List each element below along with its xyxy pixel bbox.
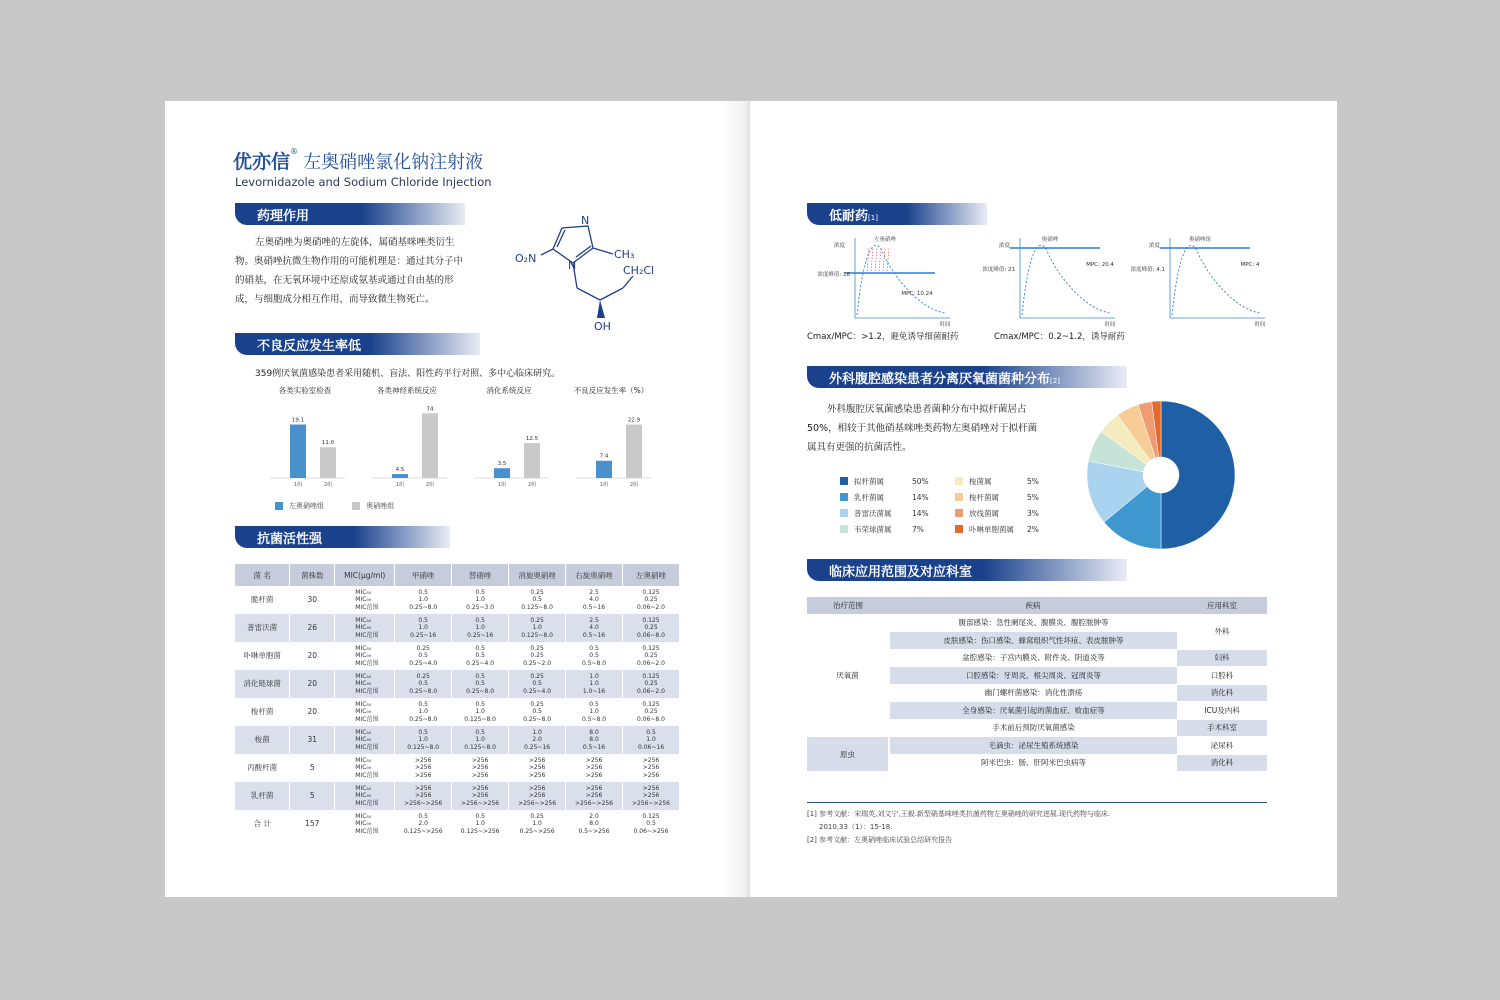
mic-value-cell: 0.5 1.0 0.25~16 bbox=[395, 614, 452, 642]
table-row bbox=[235, 754, 680, 782]
disease-cell: 毛滴虫：泌尿生殖系统感染 bbox=[889, 737, 1177, 755]
mic-label-cell: MIC₅₀ MIC₉₀ MIC范围 bbox=[335, 586, 395, 614]
mic-value-cell: 0.125 0.25 0.06~2.0 bbox=[623, 586, 680, 614]
disease-cell: 全身感染：厌氧菌引起的菌血症、败血症等 bbox=[889, 702, 1177, 720]
col-header: 应用科室 bbox=[1177, 597, 1267, 614]
atom-n-ring: N bbox=[568, 259, 577, 272]
mic-value-cell: >256 >256 >256 bbox=[395, 754, 452, 782]
legend-percent: 14% bbox=[912, 508, 929, 518]
pie-legend bbox=[840, 473, 1070, 537]
mic-label-cell: MIC₅₀ MIC₉₀ MIC范围 bbox=[335, 642, 395, 670]
text-line: 左奥硝唑为奥硝唑的左旋体，属硝基咪唑类衍生 bbox=[255, 237, 455, 248]
legend-swatch bbox=[955, 477, 963, 485]
pie-legend-item bbox=[955, 505, 1070, 521]
mic-label-cell: MIC₅₀ MIC₉₀ MIC范围 bbox=[335, 614, 395, 642]
table-header-row bbox=[235, 564, 680, 586]
mic-value-cell: 0.125 0.5 0.06~>256 bbox=[623, 810, 680, 838]
bar-legend bbox=[275, 501, 394, 511]
pk-title: 奥硝唑 bbox=[1041, 237, 1059, 243]
table-row bbox=[235, 726, 680, 754]
pk-y-label: 浓度 bbox=[1148, 243, 1160, 249]
text-line: 外科腹腔厌氧菌感染患者菌种分布中拟杆菌居占 bbox=[827, 404, 1027, 415]
mic-value-cell: 0.25 0.5 0.25~4.0 bbox=[509, 670, 566, 698]
organism-cell: 合 计 bbox=[235, 810, 290, 838]
bar-category-label: 2组 bbox=[323, 482, 333, 488]
mic-label-cell: MIC₅₀ MIC₉₀ MIC范围 bbox=[335, 726, 395, 754]
col-header: 替硝唑 bbox=[452, 564, 509, 586]
bar-value-label: 11.0 bbox=[321, 440, 335, 447]
pk-mpc-label: MPC: 20.4 bbox=[1086, 262, 1114, 268]
mic-value-cell: 2.0 8.0 0.5~>256 bbox=[566, 810, 623, 838]
reference-line: 2010,33（1）：15-18. bbox=[819, 823, 893, 831]
section-heading-antibacterial bbox=[235, 526, 450, 548]
mic-value-cell: >256 >256 >256~>256 bbox=[623, 782, 680, 810]
count-cell: 20 bbox=[290, 670, 335, 698]
right-page bbox=[750, 101, 1337, 897]
legend-swatch-right bbox=[352, 502, 360, 510]
group-cell: 原虫 bbox=[807, 737, 889, 772]
brand-title bbox=[233, 147, 483, 174]
bar bbox=[320, 447, 336, 478]
bar-category-label: 1组 bbox=[599, 482, 609, 488]
count-cell: 31 bbox=[290, 726, 335, 754]
legend-swatch bbox=[840, 525, 848, 533]
mic-value-cell: >256 >256 >256~>256 bbox=[509, 782, 566, 810]
legend-percent: 5% bbox=[1027, 492, 1039, 502]
organism-cell: 丙酸杆菌 bbox=[235, 754, 290, 782]
pk-mpc-label: MPC: 10.24 bbox=[901, 291, 933, 297]
mic-table bbox=[235, 564, 680, 838]
pk-cmax-label: 浓度峰值: 21 bbox=[982, 267, 1015, 273]
disease-cell: 盆腔感染：子宫内膜炎、附件炎、阴道炎等 bbox=[889, 649, 1177, 667]
pie-chart bbox=[1085, 399, 1237, 551]
legend-swatch bbox=[955, 525, 963, 533]
mic-value-cell: 0.5 1.0 0.5~8.0 bbox=[566, 698, 623, 726]
organism-cell: 梭杆菌 bbox=[235, 698, 290, 726]
atom-n-top: N bbox=[581, 214, 590, 227]
bar-chart-title: 不良反应发生率（%） bbox=[573, 386, 649, 395]
bar bbox=[596, 461, 612, 478]
mic-value-cell: 0.25 1.0 0.25~>256 bbox=[509, 810, 566, 838]
mic-value-cell: 2.5 4.0 0.5~16 bbox=[566, 586, 623, 614]
pk-cmax-label: 浓度峰值: 4.1 bbox=[1130, 267, 1165, 273]
dept-cell: 手术科室 bbox=[1177, 719, 1267, 737]
table-row bbox=[235, 810, 680, 838]
legend-swatch bbox=[955, 493, 963, 501]
col-header: 右旋奥硝唑 bbox=[566, 564, 623, 586]
disease-cell: 皮肤感染：伤口感染、蜂窝组织气性坏疽、表皮脓肿等 bbox=[889, 632, 1177, 650]
excess-hatch bbox=[871, 248, 873, 271]
adverse-intro: 359例厌氧菌感染患者采用随机、盲法、阳性药平行对照、多中心临床研究。 bbox=[255, 369, 561, 379]
table-row bbox=[235, 698, 680, 726]
mic-label-cell: MIC₅₀ MIC₉₀ MIC范围 bbox=[335, 754, 395, 782]
legend-label: 韦荣球菌属 bbox=[854, 524, 892, 534]
pie-legend-item bbox=[955, 489, 1070, 505]
legend-label: 左奥硝唑组 bbox=[289, 502, 324, 510]
legend-label: 乳杆菌属 bbox=[854, 492, 884, 502]
mic-value-cell: 8.0 8.0 0.5~16 bbox=[566, 726, 623, 754]
bar-value-label: 19.1 bbox=[291, 417, 305, 424]
mic-label-cell: MIC₅₀ MIC₉₀ MIC范围 bbox=[335, 782, 395, 810]
mic-value-cell: >256 >256 >256 bbox=[452, 754, 509, 782]
bar bbox=[422, 413, 438, 478]
pk-x-label: 时间 bbox=[1254, 322, 1266, 328]
dept-cell: 消化科 bbox=[1177, 754, 1267, 772]
bar-category-label: 2组 bbox=[629, 482, 639, 488]
mic-value-cell: >256 >256 >256~>256 bbox=[452, 782, 509, 810]
mic-value-cell: 0.5 1.0 0.25~3.0 bbox=[452, 586, 509, 614]
pie-slice bbox=[1161, 401, 1235, 549]
bar-chart-title: 消化系统反应 bbox=[486, 386, 532, 395]
section-heading-pharmacology bbox=[235, 203, 465, 225]
legend-swatch-left bbox=[275, 502, 283, 510]
mic-value-cell: 0.5 1.0 0.125~8.0 bbox=[395, 726, 452, 754]
organism-cell: 消化链球菌 bbox=[235, 670, 290, 698]
col-header: 菌株数 bbox=[290, 564, 335, 586]
dept-cell: 妇科 bbox=[1177, 649, 1267, 667]
table-row bbox=[235, 670, 680, 698]
bar bbox=[524, 443, 540, 478]
organism-cell: 梭菌 bbox=[235, 726, 290, 754]
pk-title: 左奥硝唑 bbox=[873, 237, 897, 243]
adverse-bar-charts bbox=[265, 383, 685, 498]
legend-label: 卟啉单胞菌属 bbox=[969, 524, 1014, 534]
bar-value-label: 3.5 bbox=[497, 461, 507, 468]
bar-value-label: 7.4 bbox=[599, 453, 609, 460]
pk-title: 奥硝唑组 bbox=[1188, 237, 1212, 243]
mic-label-cell: MIC₅₀ MIC₉₀ MIC范围 bbox=[335, 698, 395, 726]
mic-value-cell: 0.5 0.5 0.25~4.0 bbox=[452, 642, 509, 670]
col-header: 甲硝唑 bbox=[395, 564, 452, 586]
dept-cell: ICU及内科 bbox=[1177, 702, 1267, 720]
brand-name: 优亦信 bbox=[233, 151, 291, 173]
count-cell: 157 bbox=[290, 810, 335, 838]
legend-label: 普雷沃菌属 bbox=[854, 508, 892, 518]
table-row bbox=[235, 614, 680, 642]
table-row bbox=[235, 586, 680, 614]
product-title-cn: 左奥硝唑氯化钠注射液 bbox=[303, 152, 484, 173]
disease-cell: 手术前后预防厌氧菌感染 bbox=[889, 719, 1177, 737]
bar-value-label: 74 bbox=[426, 406, 434, 413]
count-cell: 30 bbox=[290, 586, 335, 614]
section-heading-text: 临床应用范围及对应科室 bbox=[829, 565, 973, 580]
mic-value-cell: >256 >256 >256~>256 bbox=[395, 782, 452, 810]
pk-mpc-label: MPC: 4 bbox=[1240, 262, 1260, 268]
col-header: 左奥硝唑 bbox=[623, 564, 680, 586]
mic-value-cell: 0.25 0.25 0.25~2.0 bbox=[509, 642, 566, 670]
legend-percent: 7% bbox=[912, 524, 924, 534]
count-cell: 20 bbox=[290, 642, 335, 670]
references bbox=[807, 808, 1110, 847]
text-line: 成，与细胞成分相互作用，而导致微生物死亡。 bbox=[235, 294, 435, 305]
disease-cell: 幽门螺杆菌感染：消化性溃疡 bbox=[889, 684, 1177, 702]
mic-value-cell: 0.5 1.0 0.25~8.0 bbox=[395, 698, 452, 726]
section-heading-adverse bbox=[235, 333, 480, 355]
count-cell: 20 bbox=[290, 698, 335, 726]
mic-value-cell: 0.125 0.25 0.06~2.0 bbox=[623, 642, 680, 670]
bar bbox=[290, 425, 306, 478]
disease-cell: 腹部感染：急性阑尾炎、腹膜炎、腹腔脓肿等 bbox=[889, 614, 1177, 632]
distribution-text bbox=[807, 400, 1067, 457]
cmax-note-left: Cmax/MPC：>1.2，避免诱导细菌耐药 bbox=[807, 332, 959, 342]
mic-value-cell: 0.125 0.25 0.06~8.0 bbox=[623, 698, 680, 726]
pie-legend-item bbox=[840, 505, 955, 521]
cmax-note-right: Cmax/MPC：0.2~1.2，诱导耐药 bbox=[994, 332, 1125, 342]
mic-value-cell: 0.25 0.5 0.25~4.0 bbox=[395, 642, 452, 670]
molecule-structure bbox=[505, 206, 680, 336]
col-header: 菌 名 bbox=[235, 564, 290, 586]
registered-mark: ® bbox=[290, 147, 299, 156]
clinical-table bbox=[807, 597, 1267, 772]
bar bbox=[626, 425, 642, 478]
pk-y-label: 浓度 bbox=[998, 243, 1010, 249]
pharmacology-text bbox=[235, 233, 485, 309]
mic-value-cell: 0.25 0.5 0.25~8.0 bbox=[509, 698, 566, 726]
mic-value-cell: 1.0 1.0 1.0~16 bbox=[566, 670, 623, 698]
section-heading-clinical bbox=[807, 559, 1127, 581]
mic-value-cell: 0.5 1.0 0.06~16 bbox=[623, 726, 680, 754]
table-row bbox=[235, 642, 680, 670]
product-title-en: Levornidazole and Sodium Chloride Injection bbox=[235, 175, 492, 189]
section-heading-text: 药理作用 bbox=[257, 209, 310, 224]
disease-cell: 口腔感染：牙周炎、根尖周炎、冠周炎等 bbox=[889, 667, 1177, 685]
legend-swatch bbox=[955, 509, 963, 517]
reference-mark: [2] bbox=[1050, 377, 1060, 385]
text-line: 物。奥硝唑抗微生物作用的可能机理是：通过其分子中 bbox=[235, 256, 464, 267]
pie-legend-item bbox=[955, 473, 1070, 489]
table-row bbox=[235, 782, 680, 810]
excess-hatch bbox=[887, 248, 889, 271]
section-heading-text: 抗菌活性强 bbox=[257, 532, 323, 547]
pk-curves bbox=[805, 233, 1275, 328]
legend-percent: 14% bbox=[912, 492, 929, 502]
legend-percent: 50% bbox=[912, 476, 929, 486]
bar-category-label: 1组 bbox=[293, 482, 303, 488]
legend-percent: 5% bbox=[1027, 476, 1039, 486]
mic-label-cell: MIC₅₀ MIC₉₀ MIC范围 bbox=[335, 670, 395, 698]
mic-value-cell: 0.5 1.0 0.125~8.0 bbox=[452, 726, 509, 754]
bar-value-label: 12.5 bbox=[525, 436, 539, 442]
reference-line: [2] 参考文献：左奥硝唑临床试验总结研究报告 bbox=[807, 836, 953, 844]
bar-value-label: 22.9 bbox=[627, 417, 641, 424]
mic-value-cell: >256 >256 >256~>256 bbox=[566, 782, 623, 810]
pie-legend-item bbox=[840, 521, 955, 537]
bar bbox=[392, 474, 408, 478]
left-page bbox=[165, 101, 750, 897]
bar-category-label: 2组 bbox=[425, 482, 435, 488]
organism-cell: 卟啉单胞菌 bbox=[235, 642, 290, 670]
mic-value-cell: 2.5 4.0 0.5~16 bbox=[566, 614, 623, 642]
bar-value-label: 4.5 bbox=[395, 467, 405, 474]
bar-chart-title: 各类神经系统反应 bbox=[377, 386, 437, 395]
bar-category-label: 1组 bbox=[395, 482, 405, 488]
dept-cell: 口腔科 bbox=[1177, 667, 1267, 685]
pie-legend-item bbox=[840, 473, 955, 489]
pk-y-label: 浓度 bbox=[833, 243, 845, 249]
excess-hatch bbox=[879, 248, 881, 271]
mic-value-cell: 0.5 2.0 0.125~>256 bbox=[395, 810, 452, 838]
mic-value-cell: 0.25 1.0 0.125~8.0 bbox=[509, 614, 566, 642]
mic-value-cell: >256 >256 >256 bbox=[623, 754, 680, 782]
count-cell: 5 bbox=[290, 782, 335, 810]
dept-cell: 泌尿科 bbox=[1177, 737, 1267, 755]
legend-label: 拟杆菌属 bbox=[854, 476, 884, 486]
dept-cell: 消化科 bbox=[1177, 684, 1267, 702]
col-header: 治疗范围 bbox=[807, 597, 889, 614]
legend-label: 奥硝唑组 bbox=[366, 502, 395, 510]
pie-legend-item bbox=[955, 521, 1070, 537]
organism-cell: 乳杆菌 bbox=[235, 782, 290, 810]
pie-legend-item bbox=[840, 489, 955, 505]
mic-value-cell: 0.5 0.5 0.25~8.0 bbox=[452, 670, 509, 698]
excess-hatch bbox=[883, 248, 885, 271]
group-no2: O₂N bbox=[515, 252, 537, 265]
mic-label-cell: MIC₅₀ MIC₉₀ MIC范围 bbox=[335, 810, 395, 838]
reference-mark: [1] bbox=[868, 214, 878, 222]
col-header: MIC(μg/ml) bbox=[335, 564, 395, 586]
mic-value-cell: 0.25 0.5 0.25~8.0 bbox=[395, 670, 452, 698]
col-header: 消旋奥硝唑 bbox=[509, 564, 566, 586]
mic-value-cell: 0.5 1.0 0.125~>256 bbox=[452, 810, 509, 838]
group-oh: OH bbox=[594, 320, 611, 333]
legend-swatch bbox=[840, 493, 848, 501]
disease-cell: 阿米巴虫：肠、肝阿米巴虫病等 bbox=[889, 754, 1177, 772]
section-heading-distribution bbox=[807, 366, 1127, 388]
legend-label: 放线菌属 bbox=[969, 508, 999, 518]
dept-cell: 外科 bbox=[1177, 614, 1267, 649]
text-line: 属具有更强的抗菌活性。 bbox=[807, 442, 912, 453]
section-heading-text: 外科腹腔感染患者分离厌氧菌菌种分布 bbox=[829, 372, 1051, 387]
count-cell: 5 bbox=[290, 754, 335, 782]
section-heading-low-resistance bbox=[807, 203, 987, 225]
organism-cell: 脆杆菌 bbox=[235, 586, 290, 614]
pk-x-label: 时间 bbox=[939, 322, 951, 328]
pk-curve bbox=[857, 245, 945, 315]
group-ch3: CH₃ bbox=[614, 248, 635, 261]
col-header: 疾病 bbox=[889, 597, 1177, 614]
mic-value-cell: 0.125 0.25 0.06~8.0 bbox=[623, 614, 680, 642]
mic-value-cell: 0.5 0.5 0.5~8.0 bbox=[566, 642, 623, 670]
count-cell: 26 bbox=[290, 614, 335, 642]
section-heading-text: 低耐药 bbox=[829, 209, 869, 224]
legend-percent: 3% bbox=[1027, 508, 1039, 518]
pk-curve bbox=[1172, 245, 1260, 315]
reference-line: [1] 参考文献：宋瑞英,刘文宁,王毅.新型硝基咪唑类抗菌药物左奥硝唑的研究进展.现代药物与临床. bbox=[807, 810, 1111, 818]
group-ch2cl: CH₂Cl bbox=[623, 264, 655, 277]
mic-value-cell: 0.5 1.0 0.125~8.0 bbox=[452, 698, 509, 726]
legend-swatch bbox=[840, 509, 848, 517]
bar-chart-title: 各类实验室检查 bbox=[278, 386, 332, 395]
section-heading-text: 不良反应发生率低 bbox=[257, 339, 362, 354]
text-line: 的硝基，在无氧环境中还原成氨基或通过自由基的形 bbox=[235, 275, 454, 286]
excess-hatch bbox=[867, 248, 869, 271]
mic-value-cell: 1.0 2.0 0.25~16 bbox=[509, 726, 566, 754]
mic-value-cell: 0.5 1.0 0.25~8.0 bbox=[395, 586, 452, 614]
legend-swatch bbox=[840, 477, 848, 485]
mic-value-cell: >256 >256 >256 bbox=[509, 754, 566, 782]
mic-value-cell: >256 >256 >256 bbox=[566, 754, 623, 782]
bar bbox=[494, 468, 510, 478]
mic-value-cell: 0.125 0.25 0.06~2.0 bbox=[623, 670, 680, 698]
mic-value-cell: 0.25 0.5 0.125~8.0 bbox=[509, 586, 566, 614]
reference-divider bbox=[807, 802, 1267, 803]
group-cell: 厌氧菌 bbox=[807, 614, 889, 737]
legend-percent: 2% bbox=[1027, 524, 1039, 534]
mic-value-cell: 0.5 1.0 0.25~16 bbox=[452, 614, 509, 642]
legend-label: 梭杆菌属 bbox=[969, 492, 999, 502]
bar-category-label: 2组 bbox=[527, 482, 537, 488]
text-line: 50%，相较于其他硝基咪唑类药物左奥硝唑对于拟杆菌 bbox=[807, 423, 1038, 434]
organism-cell: 普雷沃菌 bbox=[235, 614, 290, 642]
excess-hatch bbox=[875, 248, 877, 271]
pk-x-label: 时间 bbox=[1104, 322, 1116, 328]
pk-cmax-label: 浓度峰值: 18 bbox=[817, 272, 850, 278]
bar-category-label: 1组 bbox=[497, 482, 507, 488]
pk-curve bbox=[1022, 245, 1110, 315]
legend-label: 梭菌属 bbox=[969, 476, 992, 486]
